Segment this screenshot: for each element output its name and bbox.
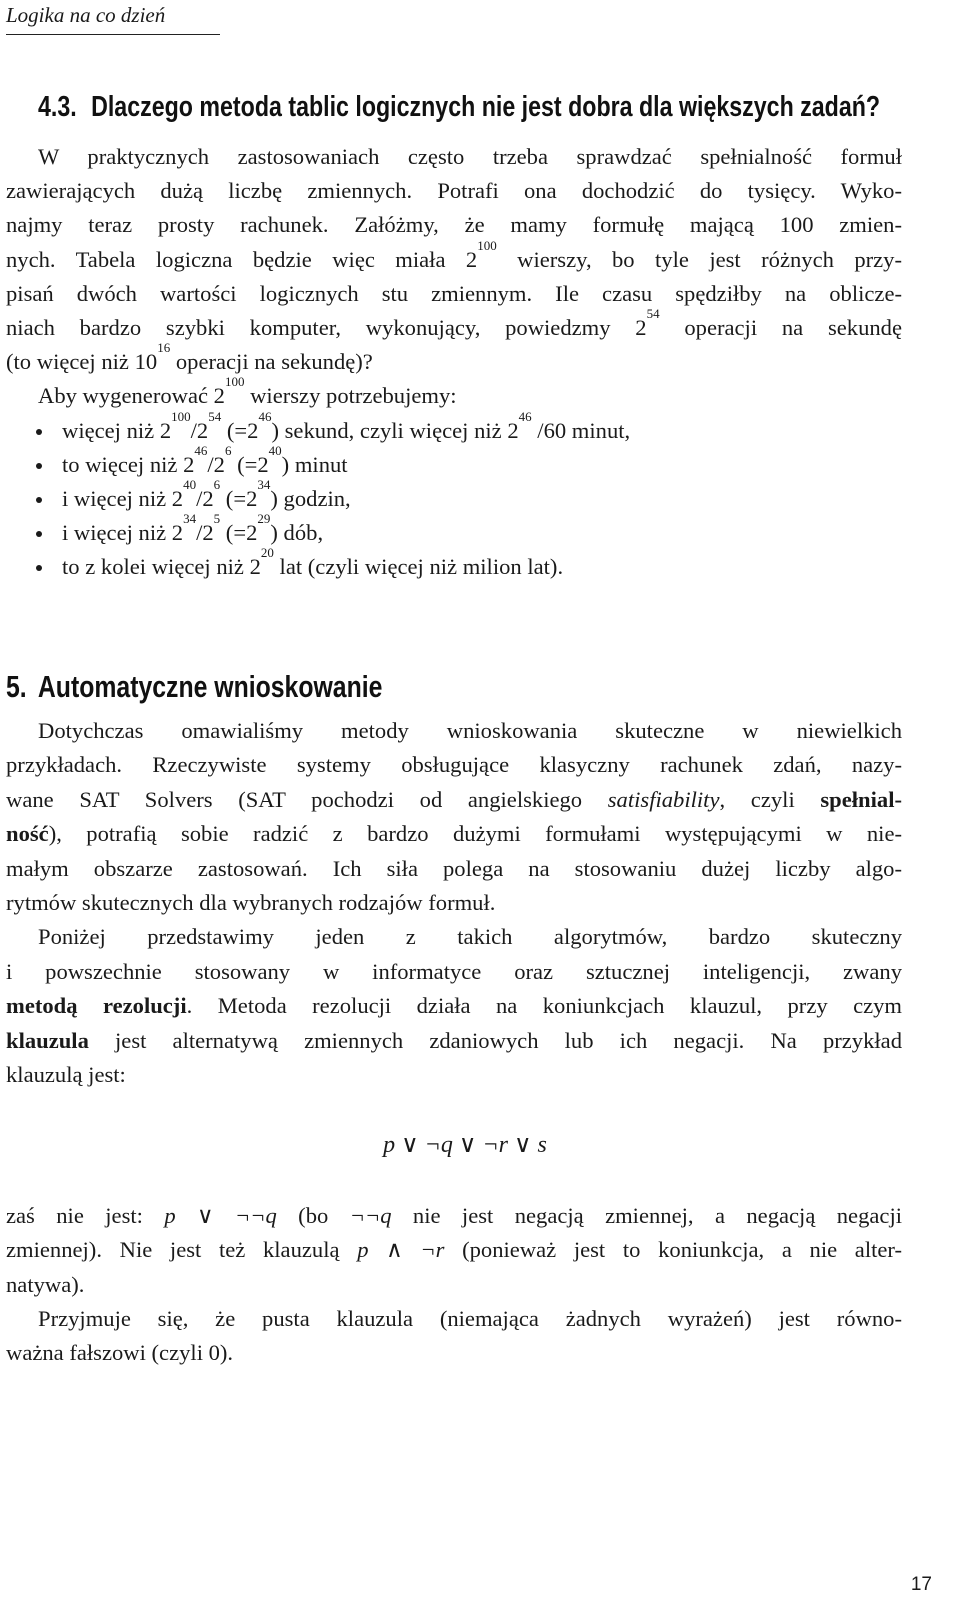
text-run: (to więcej niż 10	[6, 349, 158, 375]
text-line: Poniżej przedstawimy jeden z takich algorytmów, bardzo skuteczny	[38, 924, 902, 950]
text-line	[6, 1233, 902, 1267]
text-run: operacji na sekundę)?	[170, 349, 373, 375]
text-run: i więcej niż 2	[62, 520, 184, 546]
exponent: 6	[213, 476, 221, 492]
exponent: 6	[224, 442, 232, 458]
list-item	[6, 442, 902, 482]
text-line	[6, 374, 902, 413]
running-title: Logika na co dzień	[6, 3, 166, 27]
section-heading-4-3	[38, 88, 880, 126]
text-run: nie jest negacją zmiennej, a negacją negacji	[391, 1203, 902, 1228]
list-item	[6, 408, 902, 448]
text-run: /2	[207, 451, 225, 477]
text-run: (=2	[220, 485, 258, 511]
list-item	[6, 511, 902, 550]
exponent: 40	[268, 442, 282, 458]
text-line: najmy teraz prosty rachunek. Załóżmy, że mamy formułę mającą 100 zmien-	[6, 212, 902, 238]
text-run: lat (czyli więcej niż milion lat).	[273, 554, 564, 580]
text-run: /2	[196, 485, 214, 511]
exponent: 5	[213, 511, 221, 527]
text-run: ) godzin,	[270, 485, 351, 511]
list-item	[6, 476, 902, 516]
text-run: Aby wygenerować 2	[38, 383, 225, 409]
text-line: i powszechnie stosowany w informatyce oraz sztucznej inteligencji, zwany	[6, 958, 902, 984]
text-run: ), potrafią sobie radzić z bardzo dużymi formułami występującymi w nie-	[48, 821, 902, 847]
text-run: (ponieważ jest to koniunkcja, a nie alter-	[444, 1237, 902, 1263]
text-run: (=2	[221, 417, 259, 443]
list-item	[6, 545, 902, 584]
exponent: 20	[260, 545, 274, 561]
exponent: 34	[183, 511, 197, 527]
text-line	[6, 1024, 902, 1058]
text-run: (bo	[276, 1203, 350, 1228]
bold-term: klauzula	[6, 1027, 89, 1053]
text-run: /2	[190, 417, 209, 443]
text-line	[6, 1199, 902, 1233]
bold-term: ność	[6, 821, 49, 847]
text-line: małym obszarze zastosowań. Ich siła polega na stosowaniu dużej liczby algo-	[6, 855, 902, 881]
exponent: 46	[518, 408, 532, 424]
section-5-body	[6, 714, 902, 1092]
text-run: wierszy potrzebujemy:	[244, 383, 457, 409]
running-header	[6, 2, 220, 35]
text-run: (=2	[231, 451, 269, 477]
bold-term: spełnial-	[820, 786, 902, 812]
section-4-3-body	[6, 140, 902, 584]
text-run: nych. Tabela logiczna będzie więc miała 2	[6, 246, 478, 272]
section-heading-5	[6, 667, 382, 707]
inline-formula: p ∨ ¬¬q	[164, 1203, 277, 1228]
text-run: niach bardzo szybki komputer, wykonujący, powiedzmy 2	[6, 314, 647, 340]
text-line: Dotychczas omawialiśmy metody wnioskowania skuteczne w niewielkich	[38, 718, 902, 743]
text-run: zmiennej). Nie jest też klauzulą	[6, 1237, 358, 1263]
text-line: przykładach. Rzeczywiste systemy obsługujące klasyczny rachunek zdań, nazy-	[6, 752, 902, 778]
exponent: 54	[208, 408, 222, 424]
text-line: Przyjmuje się, że pusta klauzula (niemająca żadnych wyrażeń) jest równo-	[38, 1305, 902, 1331]
text-run: jest alternatywą zmiennych zdaniowych lub ich negacji. Na przykład	[88, 1027, 902, 1053]
exponent: 54	[646, 305, 660, 321]
text-run: . Metoda rezolucji działa na koniunkcjach klauzul, przy czym	[186, 993, 903, 1019]
text-line	[6, 305, 902, 345]
text-run: ) sekund, czyli więcej niż 2	[271, 417, 519, 443]
text-line	[6, 989, 902, 1023]
text-line: ważna fałszowi (czyli 0).	[6, 1340, 234, 1366]
text-run: operacji na sekundę	[659, 314, 902, 340]
text-line: pisań dwóch wartości logicznych stu zmiennym. Ile czasu spędziłby na oblicze-	[6, 280, 902, 306]
formula-text: p ∨ ¬q ∨ ¬r ∨ s	[383, 1132, 547, 1158]
text-run: ) dób,	[270, 520, 324, 546]
exponent: 16	[157, 340, 171, 356]
inline-formula: ¬¬q	[349, 1203, 392, 1228]
text-run: (=2	[220, 520, 258, 546]
text-run: /2	[196, 520, 214, 546]
exponent: 46	[194, 442, 208, 458]
page-number: 17	[910, 1574, 932, 1595]
text-run: ) minut	[281, 451, 348, 477]
exponent: 29	[257, 511, 271, 527]
text-run: , czyli	[719, 786, 821, 812]
text-line: W praktycznych zastosowaniach często trzeba sprawdzać spełnialność formuł	[38, 144, 902, 169]
clause-formula	[0, 1128, 930, 1162]
section-number: 4.3.	[38, 91, 77, 123]
text-line	[6, 237, 902, 277]
text-line: rytmów skutecznych dla wybranych rodzajów formuł.	[6, 889, 496, 915]
text-run: wierszy, bo tyle jest różnych przy-	[496, 246, 902, 272]
text-run: i więcej niż 2	[62, 485, 184, 511]
text-line: klauzulą jest:	[6, 1061, 126, 1087]
text-run: więcej niż 2	[62, 417, 172, 443]
text-line	[6, 817, 902, 851]
bold-term: metodą rezolucji	[6, 993, 187, 1019]
text-run: to więcej niż 2	[62, 451, 195, 477]
inline-formula: p ∧ ¬r	[357, 1237, 445, 1263]
section-5-body-continued	[6, 1199, 902, 1370]
exponent: 34	[257, 476, 271, 492]
section-number: 5.	[6, 669, 27, 704]
text-run: wane SAT Solvers (SAT pochodzi od angielskiego	[6, 786, 608, 812]
exponent: 100	[171, 408, 191, 424]
exponent: 46	[258, 408, 272, 424]
section-title: Dlaczego metoda tablic logicznych nie jest dobra dla większych zadań?	[91, 91, 881, 123]
text-line	[6, 783, 902, 817]
text-run: /60 minut,	[531, 417, 631, 443]
exponent: 100	[477, 237, 497, 253]
text-line: zawierających dużą liczbę zmiennych. Potrafi ona dochodzić do tysięcy. Wyko-	[6, 178, 902, 204]
text-line: natywa).	[6, 1271, 85, 1297]
exponent: 100	[224, 374, 245, 390]
text-line	[6, 340, 902, 379]
exponent: 40	[183, 476, 197, 492]
section-title: Automatyczne wnioskowanie	[37, 669, 383, 704]
text-run: to z kolei więcej niż 2	[62, 554, 261, 580]
italic-term: satisfiability	[607, 786, 720, 812]
text-run: zaś nie jest:	[6, 1203, 165, 1228]
